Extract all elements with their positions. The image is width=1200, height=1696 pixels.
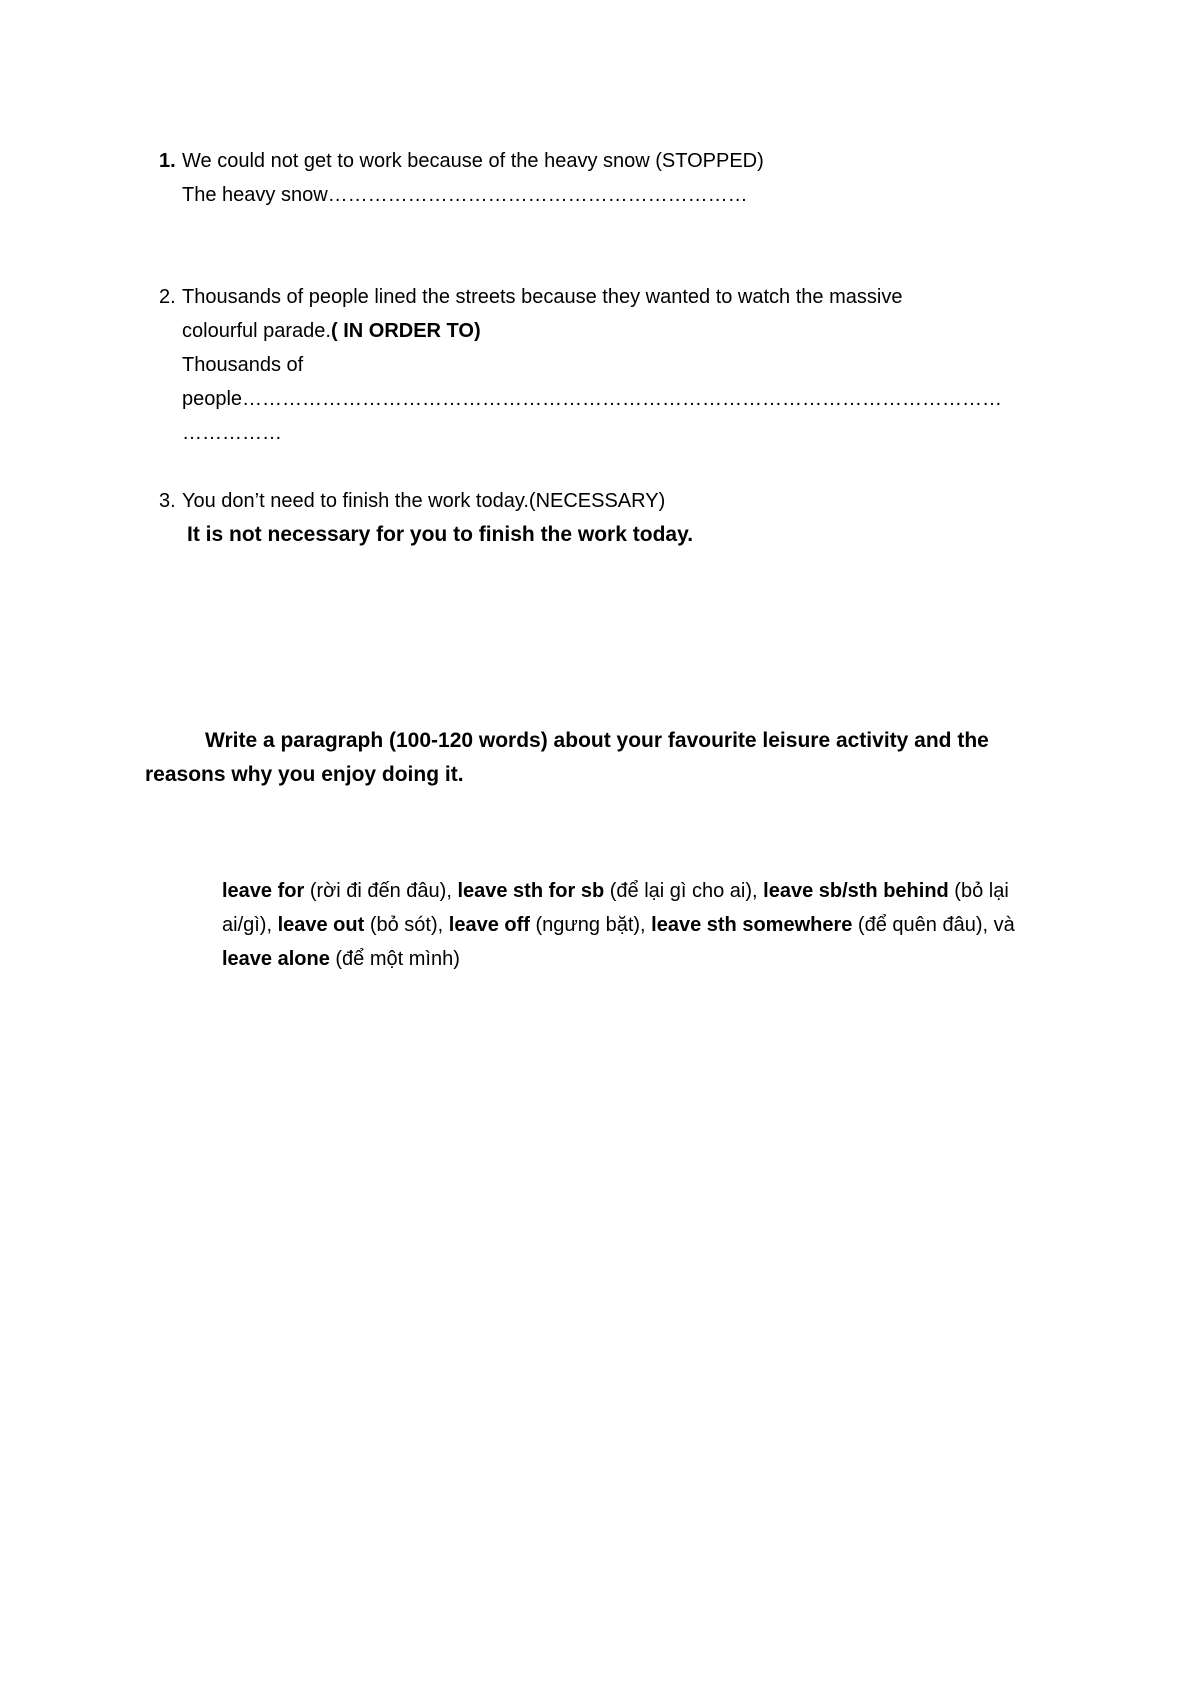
vocabulary-list (222, 874, 1062, 976)
exercise-3 (159, 484, 1062, 552)
vocab-meaning: (ngưng bặt), (529, 914, 652, 936)
vocab-phrase: leave out (277, 914, 365, 936)
exercise-answer-line: …………… (182, 422, 282, 444)
exercise-question: We could not get to work because of the heavy snow (STOPPED) (182, 150, 764, 172)
vocab-meaning: (rời đi đến đâu), (304, 880, 458, 902)
exercise-number: 2. (159, 286, 176, 308)
vocab-phrase: leave for (222, 880, 305, 902)
exercise-question-continued (182, 314, 1062, 348)
exercise-number: 3. (159, 490, 176, 512)
exercise-answer: It is not necessary for you to finish the work today. (187, 523, 694, 546)
vocab-meaning: (để một mình) (329, 948, 460, 970)
exercise-2 (159, 280, 1062, 450)
exercise-number: 1. (159, 150, 176, 172)
exercise-answer-line: people…………………………………………………………………………………………………… (182, 388, 1003, 410)
writing-task-line: reasons why you enjoy doing it. (145, 763, 464, 786)
vocab-phrase: leave sb/sth behind (763, 880, 949, 902)
exercise-question: Thousands of people lined the streets because they wanted to watch the massive (182, 286, 903, 308)
exercise-answer-line: The heavy snow……………………………………………………… (182, 184, 748, 206)
exercise-question: You don’t need to finish the work today.(NECESSARY) (182, 490, 666, 512)
vocab-phrase: leave sth for sb (457, 880, 605, 902)
vocab-meaning: (bỏ lại ai/gì), (222, 880, 1009, 936)
writing-task-line: Write a paragraph (100-120 words) about your favourite leisure activity and the (205, 729, 989, 752)
vocab-phrase: leave off (448, 914, 530, 936)
vocab-meaning: (bỏ sót), (364, 914, 449, 936)
exercise-answer-line: Thousands of (182, 354, 304, 376)
vocab-meaning: (để lại gì cho ai), (604, 880, 764, 902)
vocab-phrase: leave sth somewhere (651, 914, 853, 936)
exercise-1 (159, 144, 1062, 212)
writing-task (145, 724, 1065, 792)
keyword-hint: ( IN ORDER TO) (330, 320, 481, 342)
vocab-meaning: (để quên đâu), và (852, 914, 1015, 936)
vocab-phrase: leave alone (222, 948, 330, 970)
question-text: colourful parade. (182, 320, 331, 342)
